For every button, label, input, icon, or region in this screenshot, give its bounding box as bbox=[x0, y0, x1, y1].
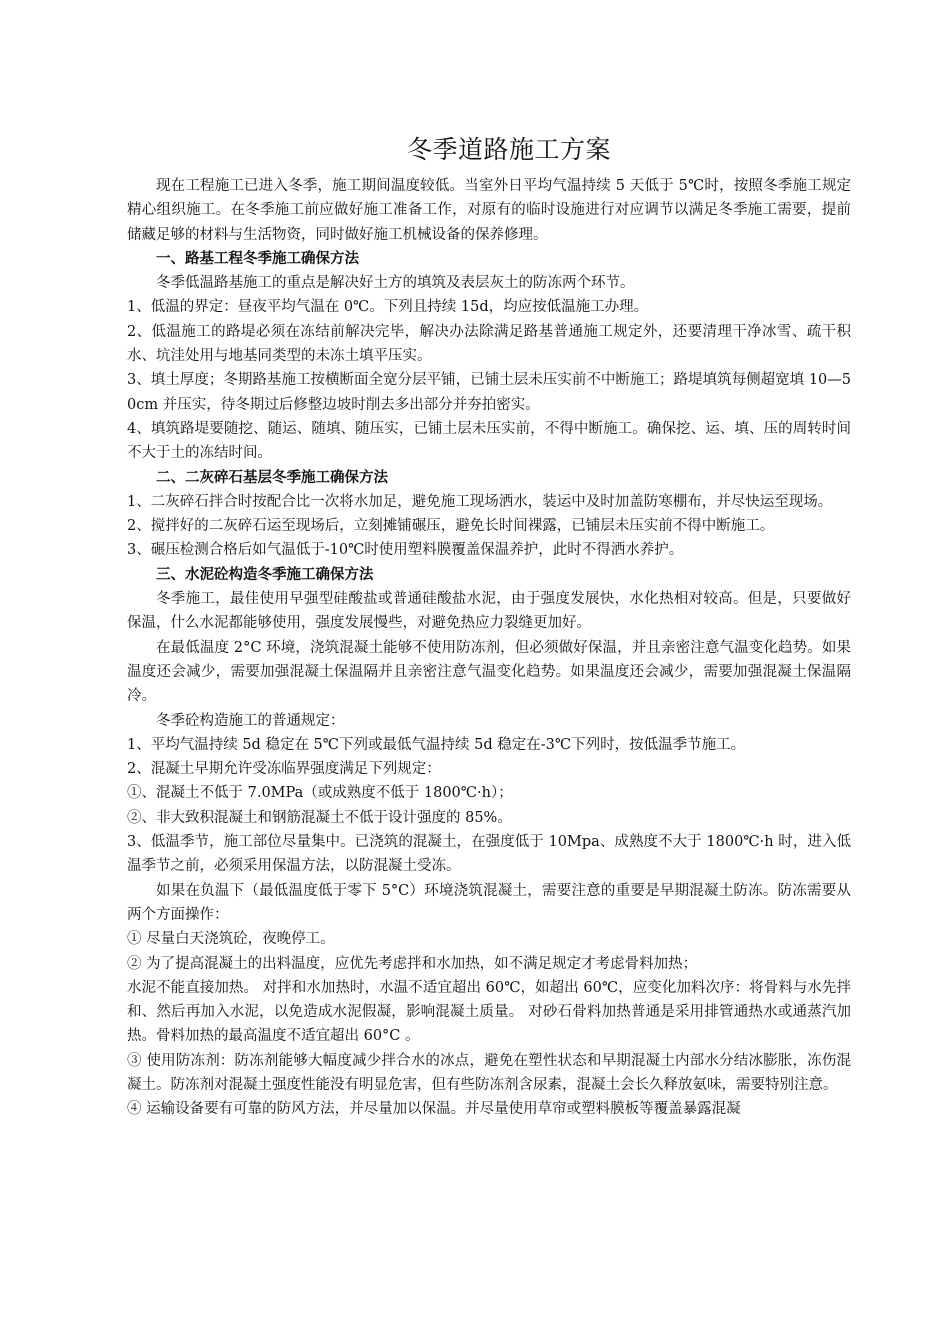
paragraph: 冬季砼构造施工的普通规定： bbox=[156, 712, 345, 729]
paragraph: 3、填土厚度；冬期路基施工按横断面全宽分层平铺，已铺土层未压实前不中断施工；路堤填筑每侧超宽填 10—50cm 并压实，待冬期过后修整边坡时削去多出部分并夯拍密实。 bbox=[127, 372, 851, 413]
paragraph: 冬季施工，最佳使用早强型硅酸盐或普通硅酸盐水泥，由于强度发展快，水化热相对较高。但是，只要做好保温，什么水泥都能够使用，强度发展慢些，对避免热应力裂缝更加好。 bbox=[127, 591, 851, 632]
paragraph: 冬季低温路基施工的重点是解决好土方的填筑及表层灰土的防冻两个环节。 bbox=[156, 275, 635, 292]
paragraph: 1、平均气温持续 5d 稳定在 5℃下列或最低气温持续 5d 稳定在-3℃下列时，按低温季节施工。 bbox=[127, 736, 746, 753]
paragraph: 2、搅拌好的二灰碎石运至现场后，立刻摊铺碾压，避免长时间裸露，已铺层未压实前不得中断施工。 bbox=[127, 518, 775, 535]
paragraph: ③ 使用防冻剂：防冻剂能够大幅度减少拌合水的冰点，避免在塑性状态和早期混凝土内部水分结冰膨胀，冻伤混凝土。防冻剂对混凝土强度性能没有明显危害，但有些防冻剂含尿素，混凝土会长久释放氨味，需要特别注意。 bbox=[127, 1052, 851, 1093]
document-body bbox=[127, 174, 851, 1122]
section-heading: 二、二灰碎石基层冬季施工确保方法 bbox=[156, 468, 388, 486]
paragraph: 水泥不能直接加热。 对拌和水加热时，水温不适宜超出 60℃，如超出 60℃，应变化加料次序：将骨料与水先拌和、然后再加入水泥，以免造成水泥假凝，影响混凝土质量。 对砂石骨料加热普通是采用排管通热水或通蒸汽加热。骨料加热的最高温度不适宜超出 60°C 。 bbox=[127, 979, 851, 1045]
document-title: 冬季道路施工方案 bbox=[406, 135, 611, 164]
paragraph: ④ 运输设备要有可靠的防风方法，并尽量加以保温。并尽量使用草帘或塑料膜板等覆盖暴露混凝 bbox=[127, 1101, 741, 1118]
document-page bbox=[127, 130, 851, 1122]
paragraph: 1、二灰碎石拌合时按配合比一次将水加足，避免施工现场洒水，装运中及时加盖防寒棚布，并尽快运至现场。 bbox=[127, 493, 833, 510]
paragraph: 2、混凝土早期允许受冻临界强度满足下列规定： bbox=[127, 761, 441, 778]
paragraph: 现在工程施工已进入冬季，施工期间温度较低。当室外日平均气温持续 5 天低于 5℃时，按照冬季施工规定精心组织施工。在冬季施工前应做好施工准备工作，对原有的临时设施进行对应调节以满足冬季施工需要，提前储藏足够的材料与生活物资，同时做好施工机械设备的保养修理。 bbox=[127, 178, 851, 243]
paragraph: ① 尽量白天浇筑砼，夜晚停工。 bbox=[127, 931, 335, 948]
paragraph: ①、混凝土不低于 7.0MPa（或成熟度不低于 1800℃·h）； bbox=[127, 785, 513, 802]
paragraph: 1、低温的界定：昼夜平均气温在 0℃。下列且持续 15d，均应按低温施工办理。 bbox=[127, 299, 649, 316]
paragraph: 在最低温度 2°C 环境，浇筑混凝土能够不使用防冻剂，但必须做好保温，并且亲密注意气温变化趋势。如果温度还会减少，需要加强混凝土保温隔并且亲密注意气温变化趋势。如果温度还会减少，需要加强混凝土保温隔冷。 bbox=[127, 639, 851, 705]
section-heading: 一、路基工程冬季施工确保方法 bbox=[156, 249, 359, 267]
paragraph: 2、低温施工的路堤必须在冻结前解决完毕，解决办法除满足路基普通施工规定外，还要清理干净冰雪、疏干积水、坑洼处用与地基同类型的未冻土填平压实。 bbox=[127, 323, 851, 365]
section-heading: 三、水泥砼构造冬季施工确保方法 bbox=[156, 565, 374, 583]
paragraph: 3、低温季节，施工部位尽量集中。已浇筑的混凝土，在强度低于 10Mpa、成熟度不大于 1800℃·h 时，进入低温季节之前，必须采用保温方法，以防混凝土受冻。 bbox=[127, 834, 851, 875]
paragraph: ②、非大致积混凝土和钢筋混凝土不低于设计强度的 85%。 bbox=[127, 809, 512, 826]
paragraph: 如果在负温下（最低温度低于零下 5°C）环境浇筑混凝土，需要注意的重要是早期混凝土防冻。防冻需要从两个方面操作： bbox=[127, 882, 851, 923]
paragraph: ② 为了提高混凝土的出料温度，应优先考虑拌和水加热，如不满足规定才考虑骨料加热； bbox=[127, 955, 698, 972]
paragraph: 4、填筑路堤要随挖、随运、随填、随压实，已铺土层未压实前，不得中断施工。确保挖、运、填、压的周转时间不大于土的冻结时间。 bbox=[127, 420, 851, 462]
paragraph: 3、碾压检测合格后如气温低于-10℃时使用塑料膜覆盖保温养护，此时不得洒水养护。 bbox=[127, 542, 684, 559]
